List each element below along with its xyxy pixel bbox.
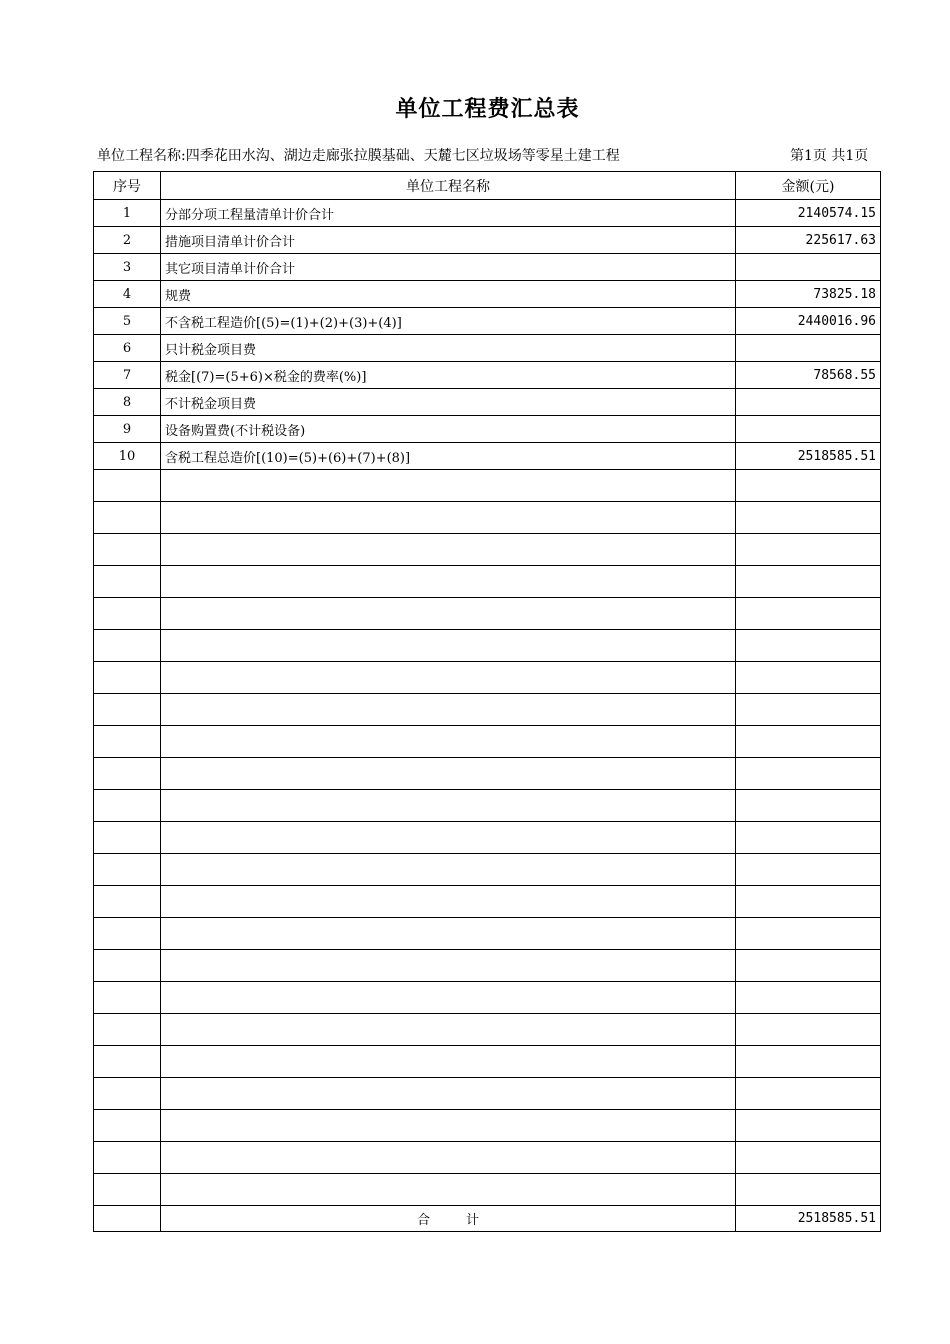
row-amount: 73825.18 [736,281,881,308]
empty-cell [161,1110,736,1142]
empty-cell [736,886,881,918]
table-row [94,416,881,443]
table-row [94,254,881,281]
empty-cell [161,534,736,566]
row-no: 3 [94,254,161,281]
empty-row [94,822,881,854]
empty-cell [736,918,881,950]
row-name: 只计税金项目费 [161,335,736,362]
row-name: 分部分项工程量清单计价合计 [161,200,736,227]
total-no-cell [94,1206,161,1232]
row-no: 6 [94,335,161,362]
total-amount: 2518585.51 [736,1206,881,1232]
empty-cell [94,726,161,758]
empty-cell [161,598,736,630]
row-name: 措施项目清单计价合计 [161,227,736,254]
empty-row [94,758,881,790]
empty-cell [161,758,736,790]
table-row [94,335,881,362]
empty-cell [736,534,881,566]
empty-cell [161,854,736,886]
empty-cell [736,1046,881,1078]
total-label-right: 计 [466,1213,480,1228]
empty-cell [161,662,736,694]
table-row [94,443,881,470]
empty-cell [736,1142,881,1174]
cost-summary-table [93,171,881,1232]
empty-cell [94,502,161,534]
empty-cell [736,950,881,982]
empty-row [94,1174,881,1206]
empty-row [94,630,881,662]
empty-cell [94,534,161,566]
empty-cell [161,1046,736,1078]
empty-row [94,1046,881,1078]
empty-row [94,950,881,982]
empty-cell [94,1014,161,1046]
table-row [94,200,881,227]
empty-cell [94,790,161,822]
row-no: 7 [94,362,161,389]
empty-row [94,1014,881,1046]
empty-cell [736,694,881,726]
empty-cell [161,1078,736,1110]
empty-cell [161,822,736,854]
row-amount [736,389,881,416]
empty-cell [736,822,881,854]
empty-cell [94,886,161,918]
empty-cell [161,918,736,950]
empty-cell [161,470,736,502]
empty-cell [161,630,736,662]
empty-row [94,502,881,534]
empty-cell [94,982,161,1014]
empty-cell [736,1014,881,1046]
empty-cell [736,758,881,790]
row-amount: 2518585.51 [736,443,881,470]
header-amount: 金额(元) [736,172,881,200]
empty-cell [736,1078,881,1110]
table-row [94,389,881,416]
empty-cell [94,1078,161,1110]
row-amount: 78568.55 [736,362,881,389]
row-amount [736,254,881,281]
empty-cell [736,1110,881,1142]
empty-cell [736,1174,881,1206]
empty-row [94,1110,881,1142]
row-name: 税金[(7)=(5+6)×税金的费率(%)] [161,362,736,389]
row-name: 不计税金项目费 [161,389,736,416]
empty-cell [94,854,161,886]
empty-cell [94,918,161,950]
table-row [94,227,881,254]
row-amount: 2440016.96 [736,308,881,335]
empty-cell [161,1142,736,1174]
row-name: 其它项目清单计价合计 [161,254,736,281]
empty-cell [736,790,881,822]
header-name: 单位工程名称 [161,172,736,200]
row-name: 不含税工程造价[(5)=(1)+(2)+(3)+(4)] [161,308,736,335]
empty-cell [736,982,881,1014]
empty-row [94,534,881,566]
empty-row [94,982,881,1014]
empty-cell [161,886,736,918]
row-no: 10 [94,443,161,470]
empty-cell [161,566,736,598]
empty-cell [736,630,881,662]
empty-cell [94,1142,161,1174]
empty-cell [94,950,161,982]
row-name: 设备购置费(不计税设备) [161,416,736,443]
empty-row [94,470,881,502]
empty-cell [161,950,736,982]
empty-row [94,598,881,630]
empty-cell [94,758,161,790]
page-title: 单位工程费汇总表 [395,97,580,122]
empty-row [94,790,881,822]
empty-cell [94,470,161,502]
empty-cell [161,1174,736,1206]
empty-cell [94,566,161,598]
project-name: 单位工程名称:四季花田水沟、湖边走廊张拉膜基础、天麓七区垃圾场等零星土建工程 [97,148,620,164]
total-row [94,1206,881,1232]
empty-cell [736,662,881,694]
table-header-row [94,172,881,200]
row-amount [736,416,881,443]
row-amount: 225617.63 [736,227,881,254]
empty-row [94,566,881,598]
empty-cell [736,598,881,630]
empty-cell [94,1110,161,1142]
empty-row [94,1142,881,1174]
empty-cell [94,630,161,662]
empty-cell [94,1174,161,1206]
empty-cell [94,694,161,726]
empty-cell [161,694,736,726]
row-no: 8 [94,389,161,416]
table-row [94,362,881,389]
empty-row [94,918,881,950]
header-no: 序号 [94,172,161,200]
row-no: 2 [94,227,161,254]
empty-cell [94,822,161,854]
empty-cell [161,726,736,758]
empty-cell [736,502,881,534]
row-amount [736,335,881,362]
row-no: 9 [94,416,161,443]
row-name: 规费 [161,281,736,308]
row-name: 含税工程总造价[(10)=(5)+(6)+(7)+(8)] [161,443,736,470]
empty-cell [94,598,161,630]
empty-cell [736,854,881,886]
table-row [94,308,881,335]
empty-row [94,854,881,886]
row-no: 5 [94,308,161,335]
empty-cell [161,1014,736,1046]
page-info: 第1页 共1页 [790,148,869,164]
empty-row [94,726,881,758]
empty-row [94,662,881,694]
row-no: 4 [94,281,161,308]
row-no: 1 [94,200,161,227]
empty-cell [94,1046,161,1078]
total-label [161,1206,736,1232]
empty-cell [161,790,736,822]
empty-cell [736,566,881,598]
empty-cell [94,662,161,694]
empty-cell [736,726,881,758]
empty-row [94,1078,881,1110]
total-label-left: 合 [416,1213,430,1228]
empty-row [94,694,881,726]
empty-cell [161,502,736,534]
empty-cell [161,982,736,1014]
table-row [94,281,881,308]
empty-cell [736,470,881,502]
row-amount: 2140574.15 [736,200,881,227]
empty-row [94,886,881,918]
